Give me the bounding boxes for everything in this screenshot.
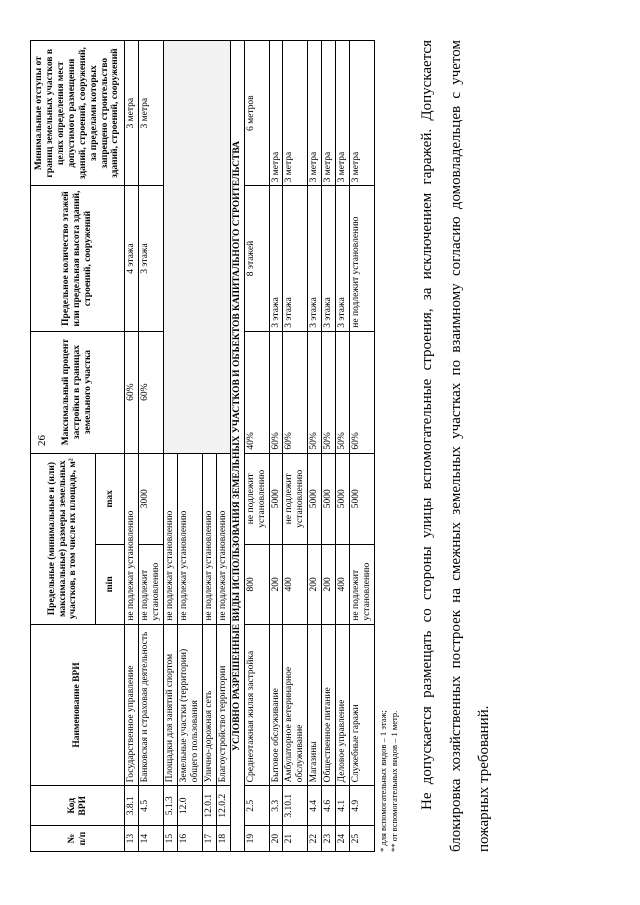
rotated-page-content [30,32,610,852]
header-size: Предельные (минимальные и (или) максимальные) размеры земельных участков, в том числе их площадь, м² [31,453,96,624]
empty-merged-cell [164,41,231,454]
row-setback: 3 метра [308,41,322,186]
row-percent: 60% [350,331,375,453]
row-floors: 4 этажа [125,186,139,331]
row-floors: 3 этажа [139,186,164,331]
body-paragraph: Не допускается размещать со стороны улицы вспомогательные строения, за исключением гаражей. Допускается блокировка хозяйственных построек на смежных земельных участках по взаимному согласию домовладельцев с учетом пожарных требований. [419,40,493,852]
row-num: 21 [283,826,308,852]
row-setback: 3 метра [139,41,164,186]
row-floors: 3 этажа [336,186,350,331]
row-floors: 3 этажа [269,186,283,331]
row-num: 18 [216,826,230,852]
row-min: не подлежит установлению [350,544,375,624]
row-name: Бытовое обслуживание [269,624,283,786]
row-code: 12.0.1 [202,786,216,826]
row-setback: 3 метра [322,41,336,186]
row-code: 12.0 [178,786,203,826]
row-max: 5000 [308,453,322,544]
row-num: 20 [269,826,283,852]
row-num: 23 [322,826,336,852]
row-floors: 3 этажа [283,186,308,331]
row-code: 4.6 [322,786,336,826]
row-size-merged: не подлежат установлению [216,453,230,624]
row-min: 400 [283,544,308,624]
row-num: 16 [178,826,203,852]
vri-table [30,40,375,852]
row-percent: 60% [125,331,139,453]
row-percent: 40% [244,331,269,453]
row-name: Служебные гаражи [350,624,375,786]
row-code: 3.3 [269,786,283,826]
row-size-merged: не подлежат установлению [178,453,203,624]
row-max: 5000 [336,453,350,544]
row-num: 14 [139,826,164,852]
table-row [125,41,139,852]
row-name: Банковская и страховая деятельность [139,624,164,786]
table-row [283,41,308,852]
row-code: 3.10.1 [283,786,308,826]
table-row [244,41,269,852]
header-setback: Минимальные отступы от границ земельных участков в целях определения мест допустимого размещения зданий, строений, сооружений, за пределами которых запрещено строительство зданий, строений, сооружений [31,41,125,186]
row-percent: 50% [308,331,322,453]
row-max: 3000 [139,453,164,544]
row-min: 400 [336,544,350,624]
row-min: 200 [269,544,283,624]
row-setback: 3 метра [283,41,308,186]
row-percent: 50% [336,331,350,453]
row-min: не подлежит установлению [139,544,164,624]
row-setback: 6 метров [244,41,269,186]
row-name: Площадки для занятий спортом [164,624,178,786]
row-min: 200 [322,544,336,624]
row-name: Улично-дорожная сеть [202,624,216,786]
row-floors: 3 этажа [308,186,322,331]
table-row [139,41,164,852]
row-floors: 8 этажей [244,186,269,331]
page-number: 26 [36,435,48,446]
row-code: 12.0.2 [216,786,230,826]
row-floors: 3 этажа [322,186,336,331]
row-max: 5000 [322,453,336,544]
header-percent: Максимальный процент застройки в границах земельного участка [31,331,125,453]
row-size-merged: не подлежат установлению [125,453,139,624]
row-setback: 3 метра [269,41,283,186]
row-percent: 60% [283,331,308,453]
row-floors: не подлежит установлению [350,186,375,331]
row-code: 2.5 [244,786,269,826]
footnote-1: * для вспомогательных видов – 1 этаж; [377,710,388,852]
row-percent: 50% [322,331,336,453]
row-code: 4.1 [336,786,350,826]
row-setback: 3 метра [336,41,350,186]
row-code: 4.5 [139,786,164,826]
row-code: 4.9 [350,786,375,826]
row-name: Благоустройство территории [216,624,230,786]
row-num: 25 [350,826,375,852]
header-floors: Предельное количество этажей или предельная высота зданий, строений, сооружений [31,186,125,331]
row-max: не подлежит установлению [283,453,308,544]
row-name: Земельные участки (территории) общего пользования [178,624,203,786]
row-num: 17 [202,826,216,852]
row-num: 15 [164,826,178,852]
header-max: max [96,453,125,544]
row-percent: 60% [139,331,164,453]
table-row [336,41,350,852]
row-size-merged: не подлежат установлению [164,453,178,624]
row-name: Общественное питание [322,624,336,786]
row-percent: 60% [269,331,283,453]
row-name: Государственное управление [125,624,139,786]
row-min: 200 [308,544,322,624]
row-num: 13 [125,826,139,852]
row-code: 3.8.1 [125,786,139,826]
row-num: 22 [308,826,322,852]
header-min: min [96,544,125,624]
row-size-merged: не подлежат установлению [202,453,216,624]
row-code: 5.1.3 [164,786,178,826]
header-num: № п/п [31,826,125,852]
table-row [308,41,322,852]
row-setback: 3 метра [350,41,375,186]
row-max: 5000 [350,453,375,544]
footnotes [378,32,399,852]
row-setback: 3 метра [125,41,139,186]
row-num: 19 [244,826,269,852]
table-row [350,41,375,852]
header-code: Код ВРИ [31,786,125,826]
table-row [164,41,178,852]
row-name: Магазины [308,624,322,786]
footnote-2: ** от вспомогательных видов – 1 метр. [388,710,399,852]
section-row [230,41,244,852]
row-code: 4.4 [308,786,322,826]
table-row [322,41,336,852]
row-name: Амбулаторное ветеринарное обслуживание [283,624,308,786]
header-name: Наименование ВРИ [31,624,125,786]
row-min: 800 [244,544,269,624]
row-max: не подлежит установлению [244,453,269,544]
row-name: Среднеэтажная жилая застройка [244,624,269,786]
row-num: 24 [336,826,350,852]
section-title: УСЛОВНО РАЗРЕШЕННЫЕ ВИДЫ ИСПОЛЬЗОВАНИЯ ЗЕМЕЛЬНЫХ УЧАСТКОВ И ОБЪЕКТОВ КАПИТАЛЬНОГО СТРОИТЕЛЬСТВА [230,41,244,852]
table-row [269,41,283,852]
row-name: Деловое управление [336,624,350,786]
row-max: 5000 [269,453,283,544]
